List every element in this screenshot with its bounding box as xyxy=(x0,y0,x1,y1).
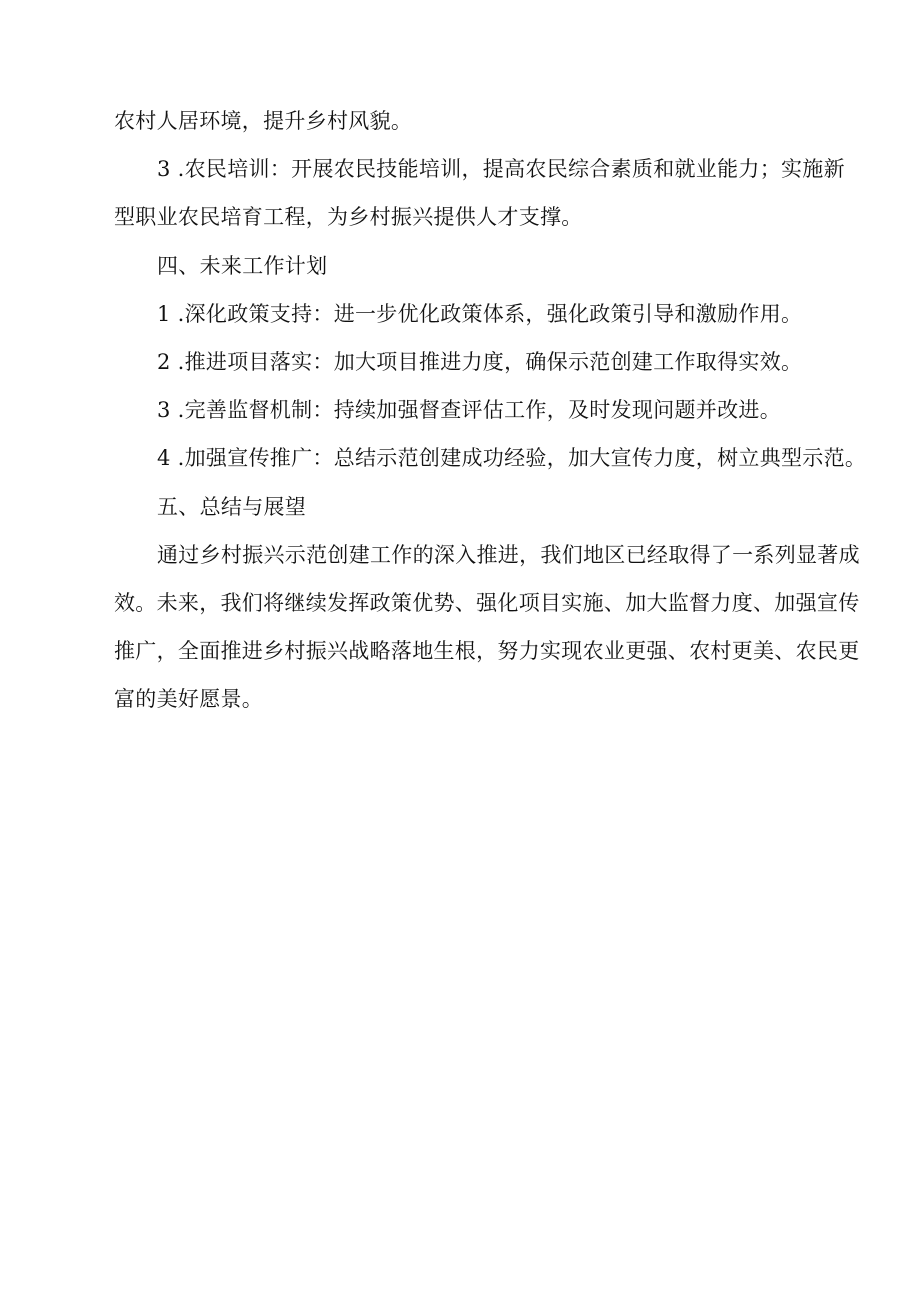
plan-item-2: 2 .推进项目落实：加大项目推进力度，确保示范创建工作取得实效。 xyxy=(157,350,803,374)
plan-item-1: 1 .深化政策支持：进一步优化政策体系，强化政策引导和激励作用。 xyxy=(157,302,803,326)
plan-item-4: 4 .加强宣传推广：总结示范创建成功经验，加大宣传力度，树立典型示范。 xyxy=(157,446,867,470)
section-heading-summary: 五、总结与展望 xyxy=(157,495,307,519)
paragraph-training-line-2: 型职业农民培育工程，为乡村振兴提供人才支撑。 xyxy=(114,205,583,229)
conclusion-line-3: 推广，全面推进乡村振兴战略落地生根，努力实现农业更强、农村更美、农民更 xyxy=(114,639,860,663)
paragraph-training-line-1: 3 .农民培训：开展农民技能培训，提高农民综合素质和就业能力；实施新 xyxy=(157,157,845,181)
conclusion-line-4: 富的美好愿景。 xyxy=(114,687,264,711)
section-heading-future-plan: 四、未来工作计划 xyxy=(157,254,328,278)
conclusion-line-2: 效。未来，我们将继续发挥政策优势、强化项目实施、加大监督力度、加强宣传 xyxy=(114,591,860,615)
plan-item-3: 3 .完善监督机制：持续加强督查评估工作，及时发现问题并改进。 xyxy=(157,398,782,422)
conclusion-line-1: 通过乡村振兴示范创建工作的深入推进，我们地区已经取得了一系列显著成 xyxy=(157,543,860,567)
paragraph-intro-line-1: 农村人居环境，提升乡村风貌。 xyxy=(114,109,413,133)
